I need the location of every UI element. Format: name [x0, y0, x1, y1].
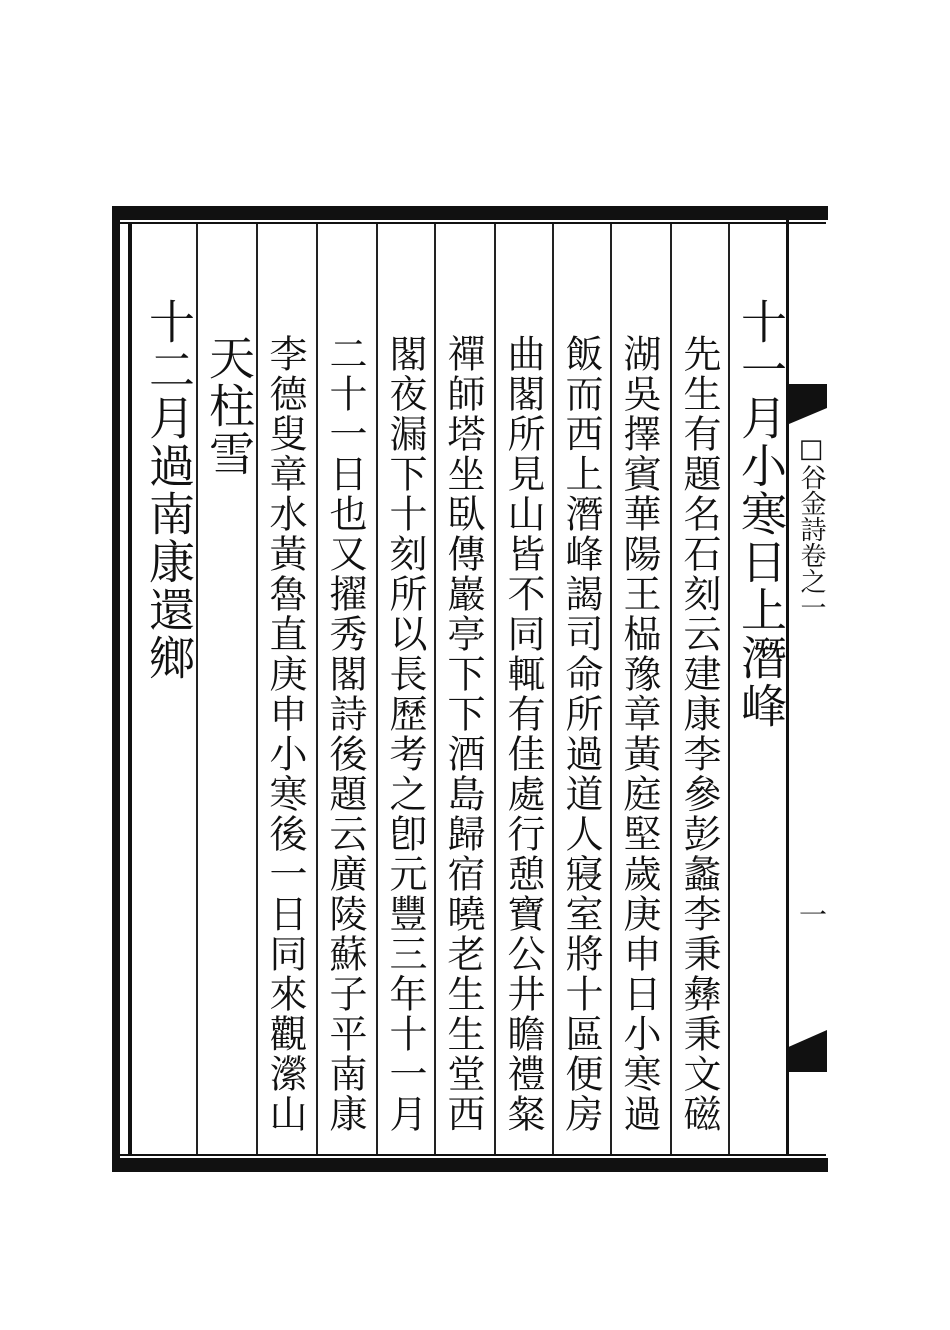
text-column: 先生有題名石刻云建康李參彭蠡李秉彝秉文磁: [677, 334, 721, 1134]
column-rule: [494, 224, 496, 1154]
column-rule: [316, 224, 318, 1154]
text-column: 閣夜漏下十刻所以長歷考之卽元豐三年十一月: [383, 334, 427, 1134]
column-rule: [670, 224, 672, 1154]
column-rule: [552, 224, 554, 1154]
bottom-inner-border: [120, 1154, 826, 1156]
column-rule: [434, 224, 436, 1154]
column-rule: [610, 224, 612, 1154]
text-column: 李德叟章水黃魯直庚申小寒後一日同來觀瀠山: [263, 334, 307, 1134]
text-column: 禪師塔坐臥傳巖亭下下酒島歸宿曉老生生堂西: [441, 334, 485, 1134]
text-column: 曲閣所見山皆不同輒有佳處行憩寶公井瞻禮粲: [501, 334, 545, 1134]
page-number: 一: [795, 900, 828, 928]
column-rule: [728, 224, 730, 1154]
text-column-heading: 十二月過南康還鄉: [142, 298, 196, 682]
column-rule: [376, 224, 378, 1154]
text-column: 飯而西上潛峰謁司命所過道人寢室將十區便房: [559, 334, 603, 1134]
top-inner-border: [120, 222, 826, 224]
text-column: 湖吳擇賓華陽王榀豫章黃庭堅歲庚申日小寒過: [617, 334, 661, 1134]
center-fold-title: □谷金詩卷之一: [796, 434, 826, 620]
text-column: 天柱雪: [202, 334, 256, 478]
text-column-heading: 十一月小寒日上潛峰: [734, 298, 788, 730]
text-column: 二十一日也又擢秀閣詩後題云廣陵蘇子平南康: [323, 334, 367, 1134]
inner-border-line: [128, 224, 132, 1154]
